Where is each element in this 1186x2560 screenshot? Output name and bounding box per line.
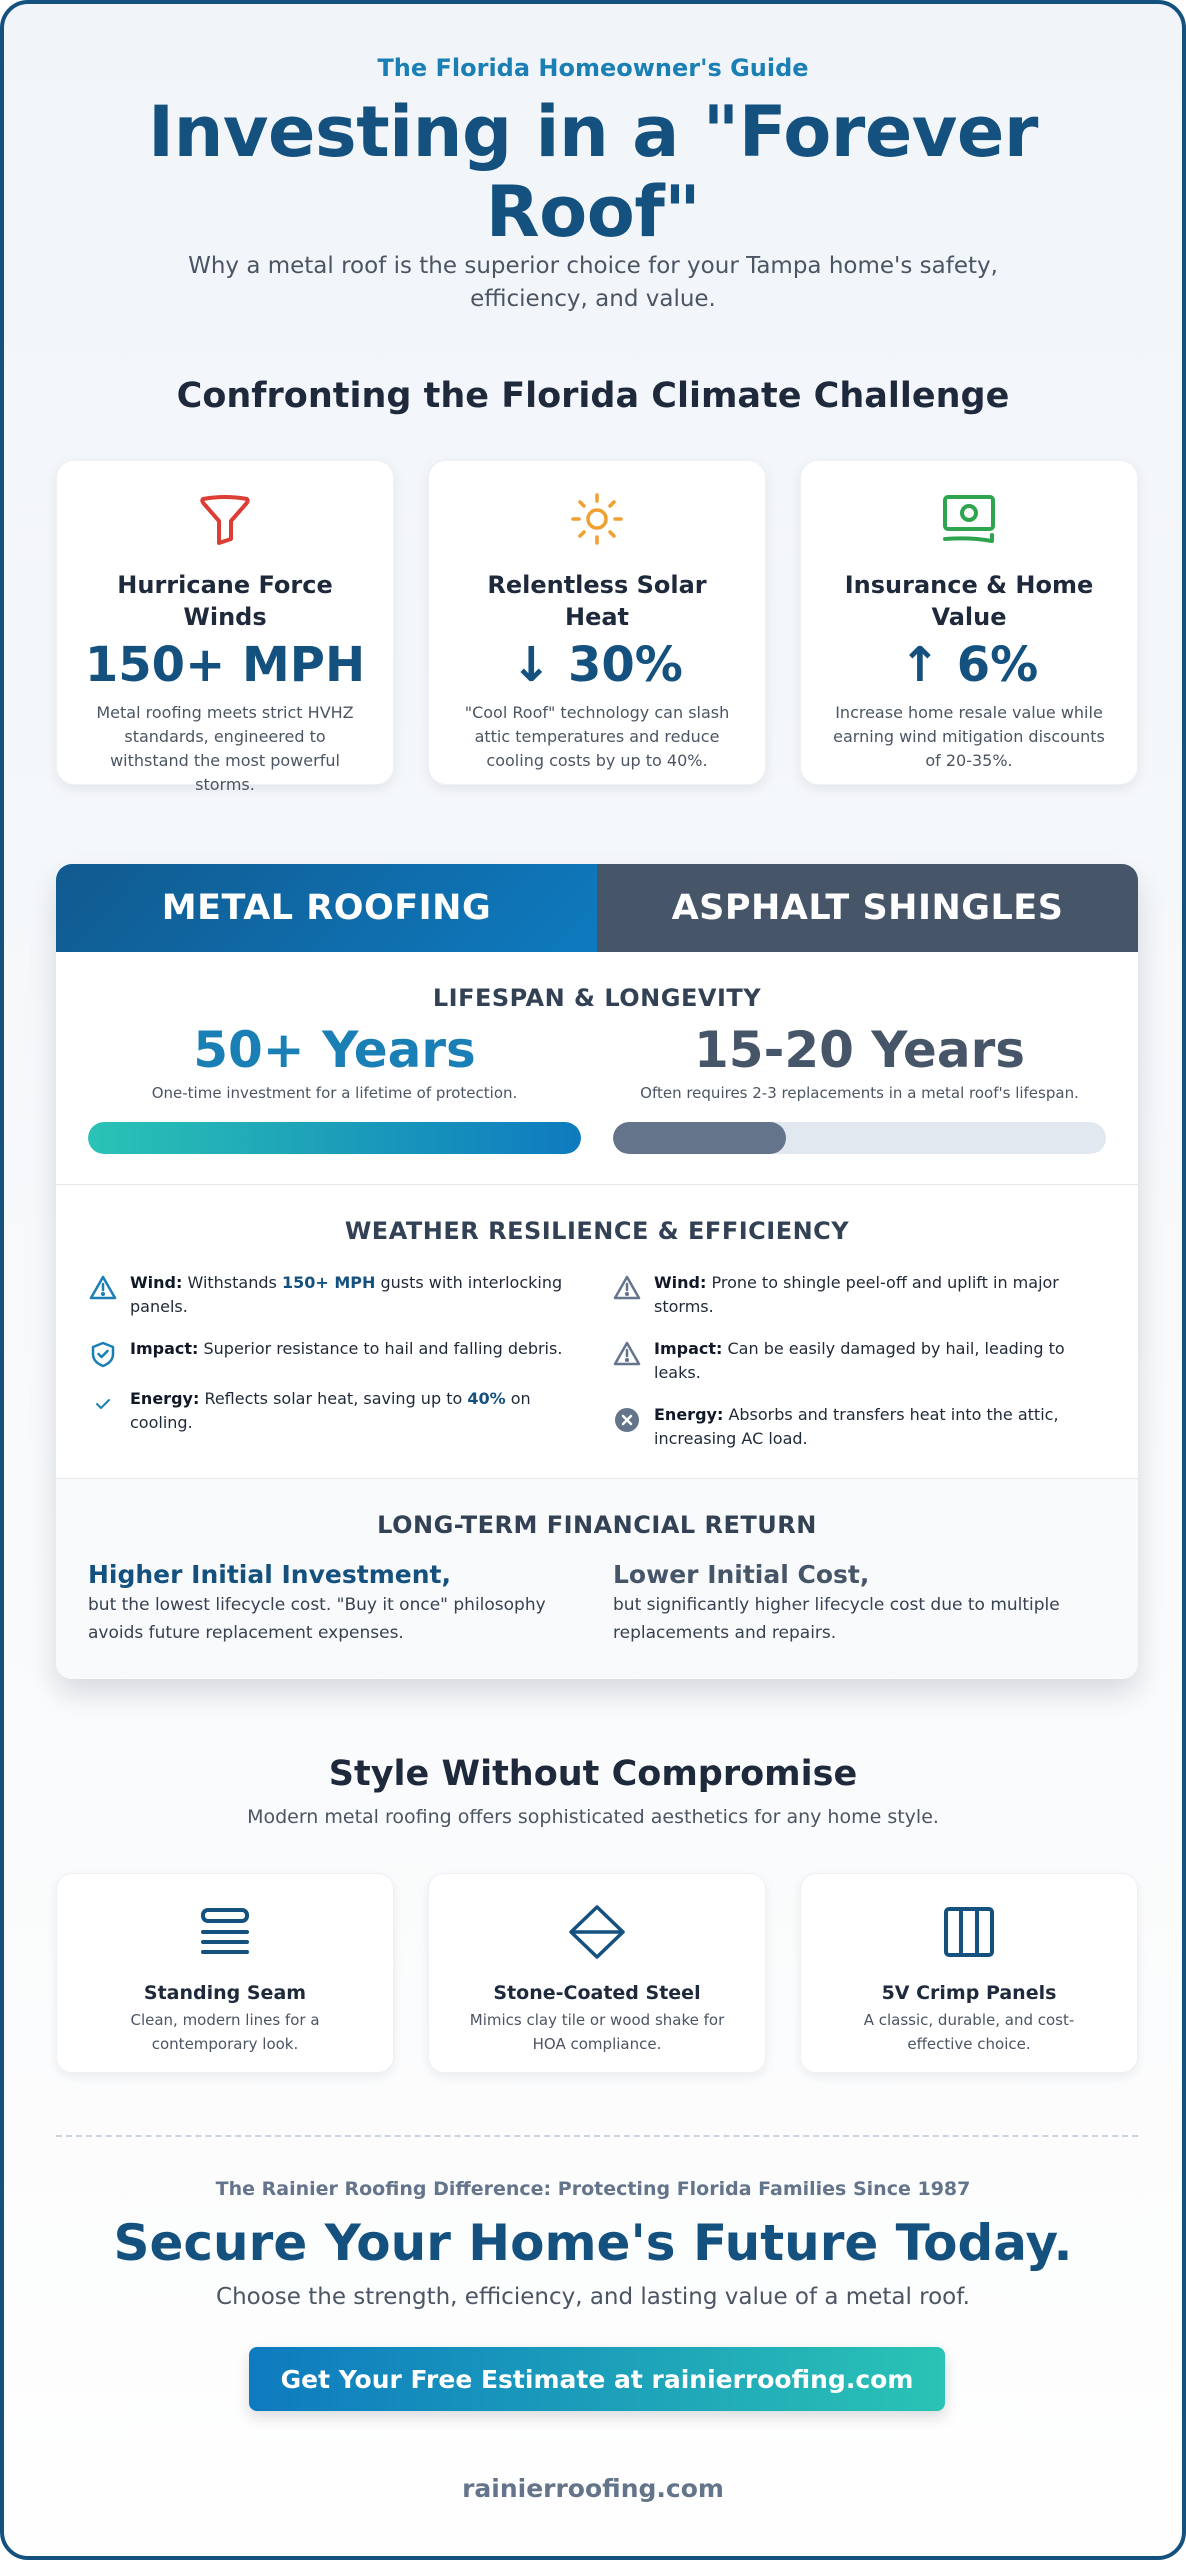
asphalt-lifespan-bar-fill [613,1122,786,1154]
item-highlight: 150+ MPH [281,1273,376,1292]
metal-lifespan-desc: One-time investment for a lifetime of protection. [151,1084,518,1102]
metal-lifespan-bar [88,1122,581,1154]
item-text: on cooling. [130,1389,531,1432]
warning-icon [612,1273,642,1303]
finance-title: LONG-TERM FINANCIAL RETURN [377,1511,817,1539]
item-label: Impact: [130,1339,199,1358]
climate-card-insurance [800,460,1138,785]
style-card-title: Stone-Coated Steel [493,1982,701,2004]
item-text: gusts with interlocking panels. [130,1273,563,1316]
cta-subtitle: Choose the strength, efficiency, and lasting value of a metal roof. [216,2284,970,2310]
climate-card-stat: ↓ 30% [511,637,683,693]
item-text: Reflects solar heat, saving up to [204,1389,468,1408]
climate-card-heat [428,460,766,785]
item-highlight: 40% [467,1389,506,1408]
metal-roofing-header: METAL ROOFING [56,864,597,952]
metal-years: 50+ Years [193,1021,476,1079]
item-label: Energy: [130,1389,200,1408]
metal-weather-energy [88,1387,582,1435]
asphalt-lifespan-bar [613,1122,1106,1154]
climate-card-title: Hurricane Force Winds [117,571,333,631]
warning-icon [88,1273,118,1303]
metal-weather-wind [88,1271,582,1319]
style-section-subtitle: Modern metal roofing offers sophisticated aesthetics for any home style. [247,1806,939,1828]
asphalt-weather-impact [612,1337,1106,1385]
asphalt-weather-list [612,1271,1106,1469]
item-text: Prone to shingle peel-off and uplift in major storms. [654,1273,1059,1316]
cta-eyebrow: The Rainier Roofing Difference: Protecting Florida Families Since 1987 [215,2178,971,2200]
item-label: Impact: [654,1339,723,1358]
style-card-desc: Clean, modern lines for a contemporary look. [130,2011,320,2053]
header-eyebrow: The Florida Homeowner's Guide [377,54,809,82]
climate-card-stat: ↑ 6% [899,637,1039,693]
page-title: Investing in a "Forever Roof" [148,91,1038,253]
style-card-stone-coated [428,1873,766,2073]
style-card-title: Standing Seam [143,1982,307,2004]
metal-finance [88,1559,581,1647]
style-section-title: Style Without Compromise [328,1754,858,1794]
asphalt-lifespan-desc: Often requires 2-3 replacements in a metal roof's lifespan. [640,1084,1079,1102]
diamond-icon [429,1904,765,1960]
item-label: Wind: [654,1273,707,1292]
climate-card-desc: Increase home resale value while earning wind mitigation discounts of 20-35%. [833,703,1105,770]
style-card-title: 5V Crimp Panels [881,1982,1057,2004]
style-card-5v-crimp [800,1873,1138,2073]
metal-finance-head: Higher Initial Investment, [88,1560,451,1589]
asphalt-years: 15-20 Years [693,1021,1025,1079]
metal-lifespan [88,1020,581,1154]
standing-seam-icon [57,1904,393,1960]
dashed-divider [56,2135,1138,2137]
item-text: Absorbs and transfers heat into the attic, increasing AC load. [654,1405,1059,1448]
metal-lifespan-bar-fill [88,1122,581,1154]
cash-icon [801,489,1137,549]
climate-card-stat: 150+ MPH [84,637,366,693]
panels-icon [801,1904,1137,1960]
climate-card-title: Insurance & Home Value [844,571,1094,631]
lifespan-section [56,984,1138,1154]
finance-section [56,1478,1138,1679]
climate-card-wind [56,460,394,794]
climate-card-desc: Metal roofing meets strict HVHZ standards, engineered to withstand the most powerful storms. [96,703,354,794]
item-text: Withstands [187,1273,282,1292]
asphalt-weather-wind [612,1271,1106,1319]
weather-section [56,1217,1138,1469]
style-card-desc: Mimics clay tile or wood shake for HOA compliance. [469,2011,725,2053]
section-divider [56,1184,1138,1185]
metal-weather-list [88,1271,582,1469]
item-text: Superior resistance to hail and falling debris. [203,1339,563,1358]
item-label: Energy: [654,1405,724,1424]
weather-title: WEATHER RESILIENCE & EFFICIENCY [344,1217,850,1245]
lifespan-title: LIFESPAN & LONGEVITY [432,984,762,1012]
climate-card-title: Relentless Solar Heat [487,571,707,631]
asphalt-shingles-header: ASPHALT SHINGLES [597,864,1138,952]
asphalt-lifespan [613,1020,1106,1154]
sun-icon [429,489,765,549]
metal-weather-impact [88,1337,582,1369]
asphalt-finance-desc: but significantly higher lifecycle cost due to multiple replacements and repairs. [613,1595,1060,1643]
shield-check-icon [88,1339,118,1369]
free-estimate-button[interactable]: Get Your Free Estimate at rainierroofing.com [249,2347,945,2411]
style-cards [56,1873,1138,2073]
metal-finance-desc: but the lowest lifecycle cost. "Buy it once" philosophy avoids future replacement expenses. [88,1595,546,1643]
footer-url-link[interactable]: rainierroofing.com [462,2474,724,2503]
comparison-header [56,864,1138,952]
comparison-panel [56,864,1138,1679]
x-circle-icon [612,1405,642,1435]
warning-icon [612,1339,642,1369]
climate-cards [56,460,1138,794]
cta-title: Secure Your Home's Future Today. [113,2214,1073,2272]
page-subtitle: Why a metal roof is the superior choice for your Tampa home's safety, efficiency, and value. [188,253,998,312]
item-text: Can be easily damaged by hail, leading to leaks. [654,1339,1065,1382]
climate-section-title: Confronting the Florida Climate Challenge [176,376,1010,416]
funnel-icon [57,489,393,549]
climate-card-desc: "Cool Roof" technology can slash attic temperatures and reduce cooling costs by up to 40%. [464,703,730,770]
item-label: Wind: [130,1273,183,1292]
asphalt-finance [613,1559,1106,1647]
style-card-standing-seam [56,1873,394,2073]
style-card-desc: A classic, durable, and cost-effective choice. [863,2011,1075,2053]
check-icon [88,1389,118,1419]
asphalt-weather-energy [612,1403,1106,1451]
asphalt-finance-head: Lower Initial Cost, [613,1560,870,1589]
